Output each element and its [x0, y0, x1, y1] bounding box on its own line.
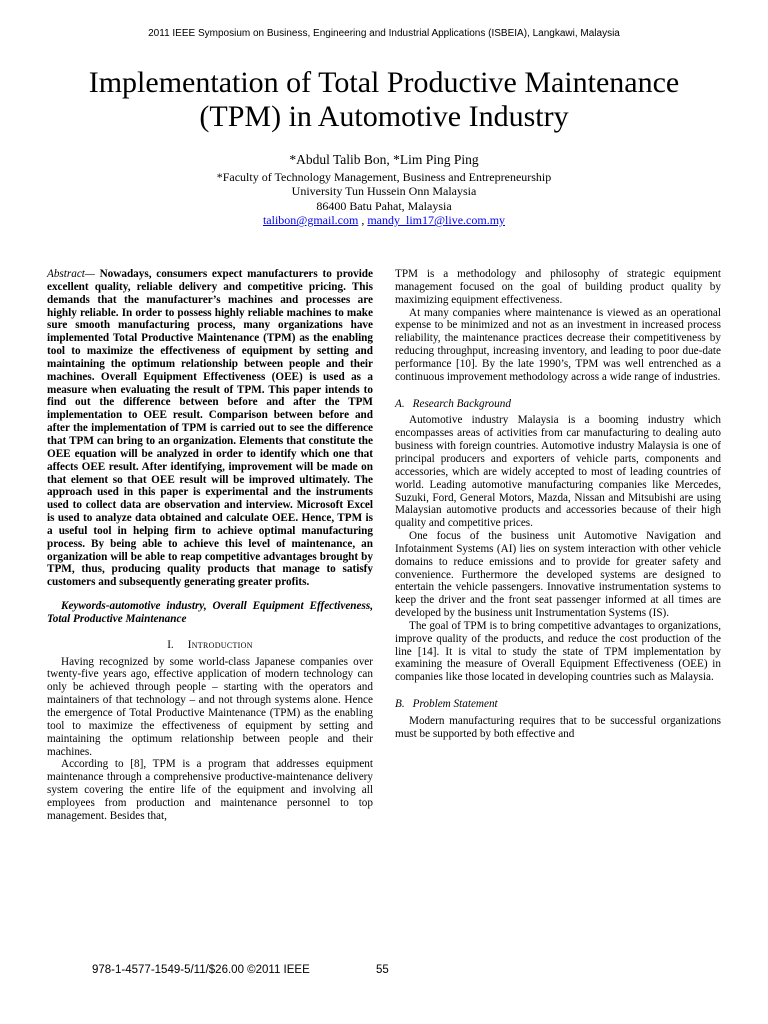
- left-column: [47, 268, 373, 823]
- copyright-footer: 978-1-4577-1549-5/11/$26.00 ©2011 IEEE: [92, 964, 310, 976]
- background-paragraph-2: One focus of the business unit Automotive Navigation and Infotainment Systems (AI) lies on system interaction with other vehicle domains to reduce emissions and to provide for greater safety and convenience. Furthermore the developed systems are designed to entertain the vehicle passengers. Innovative instrumentation systems to keep the driver and the front seat passenger informed at all times are developed by the business unit Instrumentation Systems (IS).: [395, 530, 721, 620]
- abstract-lead: Abstract—: [47, 268, 95, 280]
- section-heading-introduction: [47, 639, 373, 652]
- keywords: Keywords-automotive industry, Overall Equipment Effectiveness, Total Productive Maintenance: [47, 600, 373, 625]
- section-number: I.: [167, 638, 174, 651]
- conference-header: 2011 IEEE Symposium on Business, Engineering and Industrial Applications (ISBEIA), Langkawi, Malaysia: [148, 28, 620, 39]
- problem-paragraph-1: Modern manufacturing requires that to be successful organizations must be supported by both effective and: [395, 715, 721, 740]
- affiliation-address: 86400 Batu Pahat, Malaysia: [316, 198, 452, 213]
- email-separator: ,: [358, 213, 368, 228]
- abstract: [47, 268, 373, 589]
- subsection-heading-research-background: [395, 398, 721, 411]
- authors: *Abdul Talib Bon, *Lim Ping Ping: [289, 152, 479, 167]
- title-line-2: (TPM) in Automotive Industry: [199, 100, 569, 133]
- subsection-number: B.: [395, 698, 405, 711]
- title-line-1: Implementation of Total Productive Maintenance: [88, 66, 680, 99]
- intro-paragraph-2: According to [8], TPM is a program that addresses equipment maintenance through a comprehensive productive-maintenance delivery system covering the entire life of the equipment and involving all employees from production and maintenance personnel to top management. Besides that,: [47, 758, 373, 822]
- background-paragraph-1: Automotive industry Malaysia is a booming industry which encompasses areas of activities from car manufacturing to dealing auto business with foreign countries. Automotive industry Malaysia is one of principal producers and exporters of vehicle parts, components and accessories, which are widely accepted to most of leading countries of world. Leading automotive manufacturing companies like Mercedes, Suzuki, Ford, General Motors, Mazda, Nissan and Mitsubishi are using Malaysian automotive products and accessories because of their high quality and competitive prices.: [395, 414, 721, 530]
- email-link-2[interactable]: mandy_lim17@live.com.my: [367, 213, 506, 228]
- author-emails: [0, 213, 768, 227]
- page-number: 55: [376, 964, 389, 976]
- paper-title: [40, 66, 728, 134]
- maintenance-paragraph: At many companies where maintenance is viewed as an operational expense to be minimized and not as an investment in increased process reliability, the maintenance practices decrease their competitiveness by reducing throughput, increasing inventory, and leading to poor due-date performance [10]. By the late 1990’s, TPM was well entrenched as a continuous improvement methodology across a wide range of industries.: [395, 306, 721, 383]
- affiliation-faculty: *Faculty of Technology Management, Business and Entrepreneurship: [216, 170, 552, 184]
- subsection-title: Research Background: [412, 397, 511, 410]
- subsection-title: Problem Statement: [412, 698, 498, 711]
- affiliation: [0, 170, 768, 228]
- tpm-definition-paragraph: TPM is a methodology and philosophy of strategic equipment management focused on the goal of building product quality by maximizing equipment effectiveness.: [395, 268, 721, 306]
- intro-paragraph-1: Having recognized by some world-class Japanese companies over twenty-five years ago, effective application of modern technology can only be achieved through people – starting with the operators and maintainers of that technology – and not through systems alone. Hence the emergence of Total Productive Maintenance (TPM) as the enabling tool to maximize the effectiveness of equipment by setting and maintaining the optimum relationship between people and their machines.: [47, 655, 373, 758]
- email-link-1[interactable]: talibon@gmail.com: [262, 213, 359, 228]
- section-title: Introduction: [187, 638, 253, 651]
- subsection-heading-problem-statement: [395, 698, 721, 711]
- subsection-number: A.: [395, 397, 405, 410]
- abstract-body: Nowadays, consumers expect manufacturers to provide excellent quality, reliable delivery and competitive pricing. This demands that the manufacturer’s machines and processes are highly reliable. In order to possess highly reliable machines to make sure smooth manufacturing process, many organizations have implemented Total Productive Maintenance (TPM) as the enabling tool to maximize the effectiveness of equipment by setting and maintaining the optimum relationship between people and their machines. Overall Equipment Effectiveness (OEE) is used as a measure when evaluating the result of TPM. This paper intends to find out the difference between before and after the TPM implementation to OEE result. Comparison between before and after the implementation of TPM is carried out to see the difference that TPM can bring to an organization. Elements that constitute the OEE equation will be analyzed in order to identify which one that affects OEE result. After identifying, improvement will be made on that element so that OEE result will be improved ultimately. The approach used in this paper is experimental and the instruments used to collect data are observation and interview. Microsoft Excel is used to analyze data obtained and calculate OEE. Hence, TPM is a useful tool in helping firm to achieve optimal manufacturing process. By being able to achieve this level of maintenance, an organization will be able to reap competitive advantages brought by TPM, thus, producing quality products that manage to satisfy customers and subsequently generating greater profits.: [47, 268, 373, 589]
- right-column: [395, 268, 721, 741]
- background-paragraph-3: The goal of TPM is to bring competitive advantages to organizations, improve quality of the products, and reduce the cost production of the line [14]. It is vital to study the state of TPM implementation by examining the measure of Overall Equipment Effectiveness (OEE) in companies like those located in developing countries such as Malaysia.: [395, 619, 721, 684]
- affiliation-university: University Tun Hussein Onn Malaysia: [291, 184, 477, 199]
